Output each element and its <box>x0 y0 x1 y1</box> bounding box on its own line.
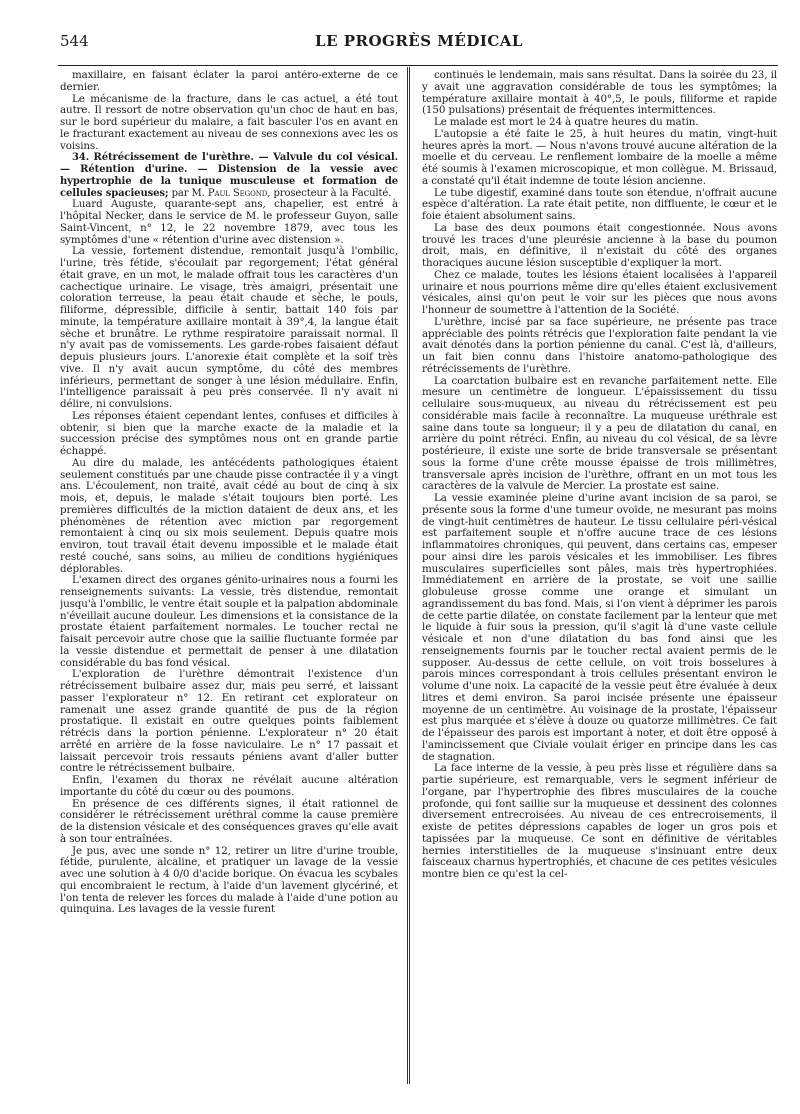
left-column <box>60 70 398 1092</box>
paragraph: La face interne de la vessie, à peu près lisse et régulière dans sa partie supérieure, est remarquable, vers le segment inférieur de l'organe, par l'hypertrophie des fibres musculaires de la couche profonde, qui font saillie sur la muqueuse et dessinent des colonnes diversement entrecroisées. Au niveau de ces entrecroisements, il existe de petites dépressions capables de loger un gros pois et tapissées par la muqueuse. Ce sont en définitive de véritables hernies interstitielles de la muqueuse s'insinuant entre deux faisceaux charnus hypertrophiés, et chacune de ces petites vésicules montre bien ce qu'est la cel- <box>422 762 777 880</box>
author-role: prosecteur à la Faculté. <box>273 187 392 199</box>
paragraph: La coarctation bulbaire est en revanche parfaitement nette. Elle mesure un centimètre de longueur. L'épaississement du tissu cellulaire sous-muqueux, au niveau du rétrécissement est peu considérable mais facile à reconnaître. La muqueuse uréthrale est saine dans toute sa longueur; il y a peu de dilatation du canal, en arrière du point rétréci. Enfin, au niveau du col vésical, de sa lèvre postérieure, il existe une sorte de bride transversale se présentant sous la forme d'une crête mousse épaisse de trois millimètres, transversale après incision de l'urèthre, offrant en un mot tous les caractères de la valvule de Mercier. La prostate est saine. <box>422 374 777 493</box>
paragraph: Le malade est mort le 24 à quatre heures du matin. <box>434 116 699 128</box>
paragraph: Chez ce malade, toutes les lésions étaient localisées à l'appareil urinaire et nous pourrions même dire qu'elles étaient exclusivement vésicales, ainsi qu'on peut le voir sur les pièces que nous avons l'honneur de soumettre à l'attention de la Société. <box>422 268 777 316</box>
author-prefix: par M. <box>171 187 205 199</box>
paragraph: Au dire du malade, les antécédents pathologiques étaient seulement constitués par une chaude pisse contractée il y a vingt ans. L'écoulement, non traité, avait cédé au bout de cinq à six mois, et, depuis, le malade s'était toujours bien porté. Les premières difficultés de la miction dataient de deux ans, et les phénomènes de rétention avec miction par regorgement remontaient à cinq ou six mois seulement. Depuis quatre mois environ, tout travail était devenu impossible et le malade était resté couché, sans soins, au milieu de conditions hygiéniques déplorables. <box>60 456 398 575</box>
column-divider <box>407 67 410 1084</box>
paragraph: Je pus, avec une sonde n° 12, retirer un litre d'urine trouble, fétide, purulente, alcaline, et pratiquer un lavage de la vessie avec une solution à 4 0/0 d'acide borique. On évacua les scybales qui encombraient le rectum, à l'aide d'un lavement glycériné, et l'on tenta de relever les forces du malade à l'aide d'une potion au quinquina. Les lavages de la vessie furent <box>60 844 398 916</box>
section-title: Rétrécissement de l'urèthre. — Valvule du col vésical. — Rétention d'urine. — Distension de la vessie avec hypertrophie de la tunique musculeuse et formation de cellules spacieuses; <box>60 152 398 199</box>
paragraph: Les réponses étaient cependant lentes, confuses et difficiles à obtenir, si bien que la marche exacte de la maladie et la succession précise des symptômes nous ont en grande partie échappé. <box>60 409 398 457</box>
paragraph: maxillaire, en faisant éclater la paroi antéro-externe de ce dernier. <box>60 70 398 93</box>
paragraph: Enfin, l'examen du thorax ne révélait aucune altération importante du côté du cœur ou des poumons. <box>60 774 398 798</box>
paragraph: Le mécanisme de la fracture, dans le cas actuel, a été tout autre. Il ressort de notre observation qu'un choc de haut en bas, sur le bord supérieur du malaire, a fait basculer l'os en avant en le fracturant exactement au niveau de ses connexions avec les os voisins. <box>60 92 398 152</box>
paragraph: L'urèthre, incisé par sa face supérieure, ne présente pas trace appréciable des points rétrécis que l'exploration faite pendant la vie avait dénotés dans la portion pénienne du canal. C'est là, d'ailleurs, un fait bien connu dans l'histoire anatomo-pathologique des rétrécissements de l'urèthre. <box>422 315 777 375</box>
paragraph: L'examen direct des organes génito-urinaires nous a fourni les renseignements suivants: La vessie, très distendue, remontait jusqu'à l'ombilic, le ventre était souple et la palpation abdominale n'éveillait aucune douleur. Les dimensions et la consistance de la prostate étaient parfaitement normales. Le toucher rectal ne faisait percevoir autre chose que la saillie fluctuante formée par la vessie distendue et permettait de penser à une dilatation considérable du bas fond vésical. <box>60 574 398 669</box>
journal-title: LE PROGRÈS MÉDICAL <box>315 32 523 50</box>
section-number: 34. <box>72 152 90 164</box>
paragraph: La vessie examinée pleine d'urine avant incision de sa paroi, se présente sous la forme d'une tumeur ovoïde, ne mesurant pas moins de vingt-huit centimètres de hauteur. Le tissu cellulaire péri-vésical est parfaitement souple et n'offre aucune trace de ces lésions inflammatoires chroniques, qui peuvent, dans certains cas, empeser pour ainsi dire les parois vésicales et les immobiliser. Les fibres musculaires superficielles sont pâles, mais très hypertrophiées. Immédiatement en arrière de la prostate, se voit une saillie globuleuse grosse comme une orange et simulant un agrandissement du bas fond. Mais, si l'on vient à déprimer les parois de cette partie dilatée, on constate facilement par la lenteur que met le liquide à fuir sous la pression, qu'il s'agit là d'une vaste cellule vésicale et non d'une dilatation du bas fond ainsi que les renseignements fournis par le toucher rectal avaient permis de le supposer. Au-dessus de cette cellule, on voit trois bosselures à parois minces correspondant à trois cellules présentant environ le volume d'une noix. La capacité de la vessie peut être évaluée à deux litres et demi environ. Sa paroi incisée présente une épaisseur moyenne de un centimètre. Au voisinage de la prostate, l'épaisseur est plus marquée et s'élève à douze ou quatorze millimètres. Ce fait de l'épaisseur des parois est important à noter, et doit être opposé à l'amincissement que Civiale voulait ériger en principe dans les cas de stagnation. <box>422 492 777 763</box>
page-header <box>60 28 778 54</box>
author-name: Paul Segond, <box>207 187 271 199</box>
paragraph: En présence de ces différents signes, il était rationnel de considérer le rétrécissement uréthral comme la cause première de la distension vésicale et des conséquences graves qu'elle avait à son tour entraînées. <box>60 797 398 845</box>
section-heading <box>60 152 398 199</box>
paragraph: L'exploration de l'urèthre démontrait l'existence d'un rétrécissement bulbaire assez dur, mais peu serré, et laissant passer l'explorateur n° 12. En retirant cet explorateur on ramenait une assez grande quantité de pus de la région prostatique. Il existait en outre quelques points faiblement rétrécis dans la portion pénienne. L'explorateur n° 20 était arrêté en arrière de la fosse naviculaire. Le n° 17 passait et laissait percevoir trois ressauts péniens avant d'aller butter contre le rétrécissement bulbaire. <box>60 668 398 775</box>
right-column <box>422 70 777 1092</box>
paragraph: Le tube digestif, examiné dans toute son étendue, n'offrait aucune espèce d'altération. La rate était petite, non diffluente, le cœur et le foie étaient absolument sains. <box>422 186 777 222</box>
paragraph: La vessie, fortement distendue, remontait jusqu'à l'ombilic, l'urine, très fétide, s'écoulait par regorgement; l'état général était grave, en un mot, le malade offrait tous les caractères d'un cachectique urinaire. Le visage, très amaigri, présentait une coloration terreuse, la peau était chaude et sèche, le pouls, filiforme, dépressible, difficile à sentir, battait 140 fois par minute, la température axillaire montait à 39°,4, la langue était sèche et brunâtre. Le rythme respiratoire paraissait normal. Il n'y avait pas de vomissements. Les garde-robes faisaient défaut depuis plusieurs jours. L'anorexie était complète et la soif très vive. Il n'y avait aucun symptôme, du côté des membres inférieurs, permettant de songer à une lésion médullaire. Enfin, l'intelligence paraissait à peu près conservée. Il n'y avait ni délire, ni convulsions. <box>60 245 398 410</box>
page-number: 544 <box>60 32 89 50</box>
paragraph: L'autopsie a été faite le 25, à huit heures du matin, vingt-huit heures après la mort. — Nous n'avons trouvé aucune altération de la moelle et du cerveau. Le renflement lombaire de la moelle a même été soumis à l'examen microscopique, et mon collègue. M. Brissaud, a constaté qu'il était indemne de toute lésion ancienne. <box>422 127 777 187</box>
paragraph: La base des deux poumons était congestionnée. Nous avons trouvé les traces d'une pleurésie ancienne à la base du poumon droit, mais, en définitive, il n'existait du côté des organes thoraciques aucune lésion susceptible d'expliquer la mort. <box>422 221 777 269</box>
paragraph: continués le lendemain, mais sans résultat. Dans la soirée du 23, il y avait une aggravation considérable de tous les symptômes; la température axillaire montait à 40°,5, le pouls, filiforme et rapide (150 pulsations) présentait de fréquentes intermittences. <box>422 70 777 117</box>
header-rule <box>58 65 778 66</box>
paragraph: Luard Auguste, quarante-sept ans, chapelier, est entré à l'hôpital Necker, dans le service de M. le professeur Guyon, salle Saint-Vincent, n° 12, le 22 novembre 1879, avec tous les symptômes d'une « rétention d'urine avec distension ». <box>60 198 398 246</box>
